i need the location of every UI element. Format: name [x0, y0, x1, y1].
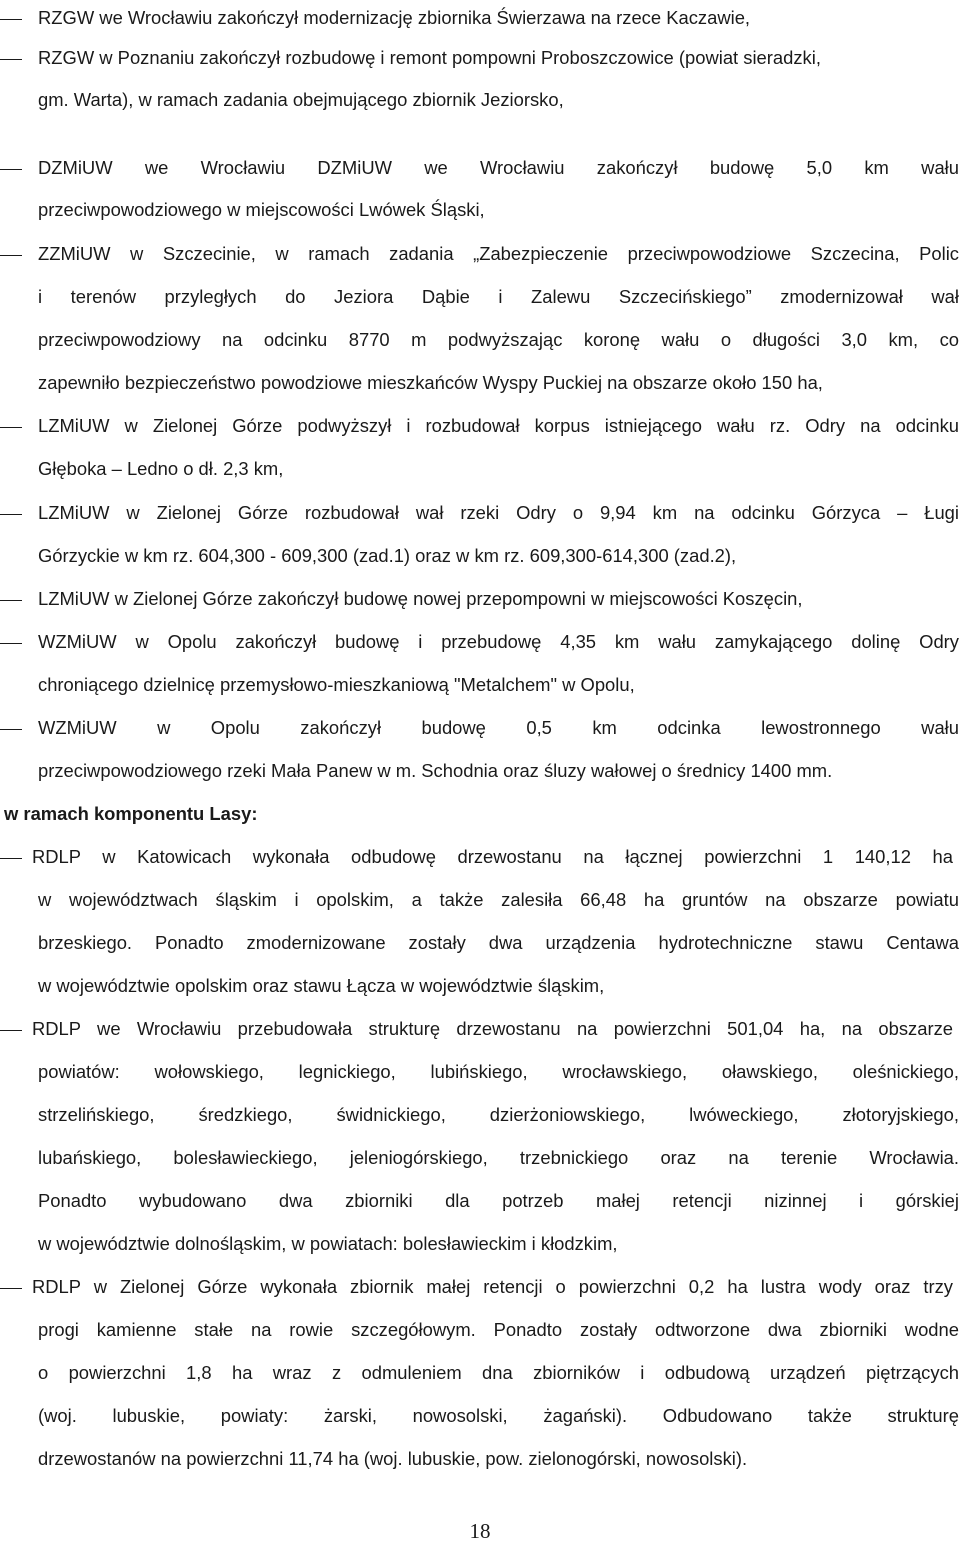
- text-line: progi kamienne stałe na rowie szczegółowym. Ponadto zostały odtworzone dwa zbiorniki wodne: [38, 1319, 959, 1340]
- text-line: zapewniło bezpieczeństwo powodziowe mieszkańców Wyspy Puckiej na obszarze około 150 ha,: [38, 372, 823, 393]
- text-line: strzelińskiego, średzkiego, świdnickiego, dzierżoniowskiego, lwóweckiego, złotoryjskiego,: [38, 1104, 959, 1125]
- dash-bullet-icon: [0, 1030, 22, 1031]
- text-line: powiatów: wołowskiego, legnickiego, lubińskiego, wrocławskiego, oławskiego, oleśnickiego,: [38, 1061, 959, 1082]
- text-line: ZZMiUW w Szczecinie, w ramach zadania „Zabezpieczenie przeciwpowodziowe Szczecina, Polic: [38, 243, 959, 264]
- text-line: WZMiUW w Opolu zakończył budowę i przebudowę 4,35 km wału zamykającego dolinę Odry: [38, 631, 959, 652]
- text-line: drzewostanów na powierzchni 11,74 ha (woj. lubuskie, pow. zielonogórski, nowosolski).: [38, 1448, 748, 1469]
- text-line: RZGW w Poznaniu zakończył rozbudowę i remont pompowni Proboszczowice (powiat sieradzki,: [38, 47, 821, 68]
- text-line: lubańskiego, bolesławieckiego, jeleniogórskiego, trzebnickiego oraz na terenie Wrocławia.: [38, 1147, 959, 1168]
- dash-bullet-icon: [0, 59, 22, 60]
- text-line: DZMiUW we Wrocławiu DZMiUW we Wrocławiu zakończył budowę 5,0 km wału: [38, 157, 959, 178]
- text-line: w województwie dolnośląskim, w powiatach: bolesławieckim i kłodzkim,: [38, 1233, 618, 1254]
- text-line: RDLP w Katowicach wykonała odbudowę drzewostanu na łącznej powierzchni 1 140,12 ha: [32, 846, 953, 867]
- dash-bullet-icon: [0, 643, 22, 644]
- dash-bullet-icon: [0, 514, 22, 515]
- text-line: LZMiUW w Zielonej Górze zakończył budowę nowej przepompowni w miejscowości Koszęcin,: [38, 588, 803, 609]
- text-line: Górzyckie w km rz. 604,300 - 609,300 (zad.1) oraz w km rz. 609,300-614,300 (zad.2),: [38, 545, 737, 566]
- text-line: chroniącego dzielnicę przemysłowo-mieszkaniową "Metalchem" w Opolu,: [38, 674, 635, 695]
- dash-bullet-icon: [0, 600, 22, 601]
- dash-bullet-icon: [0, 19, 22, 20]
- text-line: w województwach śląskim i opolskim, a także zalesiła 66,48 ha gruntów na obszarze powiatu: [38, 889, 959, 910]
- text-line: przeciwpowodziowego rzeki Mała Panew w m. Schodnia oraz śluzy wałowej o średnicy 1400 mm.: [38, 760, 833, 781]
- text-line: WZMiUW w Opolu zakończył budowę 0,5 km odcinka lewostronnego wału: [38, 717, 959, 738]
- dash-bullet-icon: [0, 427, 22, 428]
- text-line: przeciwpowodziowego w miejscowości Lwówek Śląski,: [38, 199, 485, 220]
- dash-bullet-icon: [0, 255, 22, 256]
- text-line: o powierzchni 1,8 ha wraz z odmuleniem dna zbiorników i odbudową urządzeń piętrzących: [38, 1362, 959, 1383]
- dash-bullet-icon: [0, 858, 22, 859]
- dash-bullet-icon: [0, 729, 22, 730]
- text-line: RZGW we Wrocławiu zakończył modernizację zbiornika Świerzawa na rzece Kaczawie,: [38, 7, 751, 28]
- text-line: w województwie opolskim oraz stawu Łącza w województwie śląskim,: [38, 975, 605, 996]
- text-line: RDLP w Zielonej Górze wykonała zbiornik małej retencji o powierzchni 0,2 ha lustra wody oraz trzy: [32, 1276, 953, 1297]
- text-line: RDLP we Wrocławiu przebudowała strukturę drzewostanu na powierzchni 501,04 ha, na obszarze: [32, 1018, 953, 1039]
- text-line: LZMiUW w Zielonej Górze podwyższył i rozbudował korpus istniejącego wału rz. Odry na odcinku: [38, 415, 959, 436]
- section-heading: w ramach komponentu Lasy:: [4, 803, 258, 824]
- text-line: brzeskiego. Ponadto zmodernizowane zostały dwa urządzenia hydrotechniczne stawu Centawa: [38, 932, 959, 953]
- page-number: 18: [469, 1519, 491, 1543]
- text-line: przeciwpowodziowy na odcinku 8770 m podwyższając koronę wału o długości 3,0 km, co: [38, 329, 959, 350]
- text-line: Głęboka – Ledno o dł. 2,3 km,: [38, 458, 284, 479]
- text-line: gm. Warta), w ramach zadania obejmującego zbiornik Jeziorsko,: [38, 89, 564, 110]
- dash-bullet-icon: [0, 1288, 22, 1289]
- text-line: (woj. lubuskie, powiaty: żarski, nowosolski, żagański). Odbudowano także strukturę: [38, 1405, 959, 1426]
- text-line: Ponadto wybudowano dwa zbiorniki dla potrzeb małej retencji nizinnej i górskiej: [38, 1190, 959, 1211]
- dash-bullet-icon: [0, 169, 22, 170]
- text-line: LZMiUW w Zielonej Górze rozbudował wał rzeki Odry o 9,94 km na odcinku Górzyca – Ługi: [38, 502, 959, 523]
- text-line: i terenów przyległych do Jeziora Dąbie i Zalewu Szczecińskiego” zmodernizował wał: [38, 286, 959, 307]
